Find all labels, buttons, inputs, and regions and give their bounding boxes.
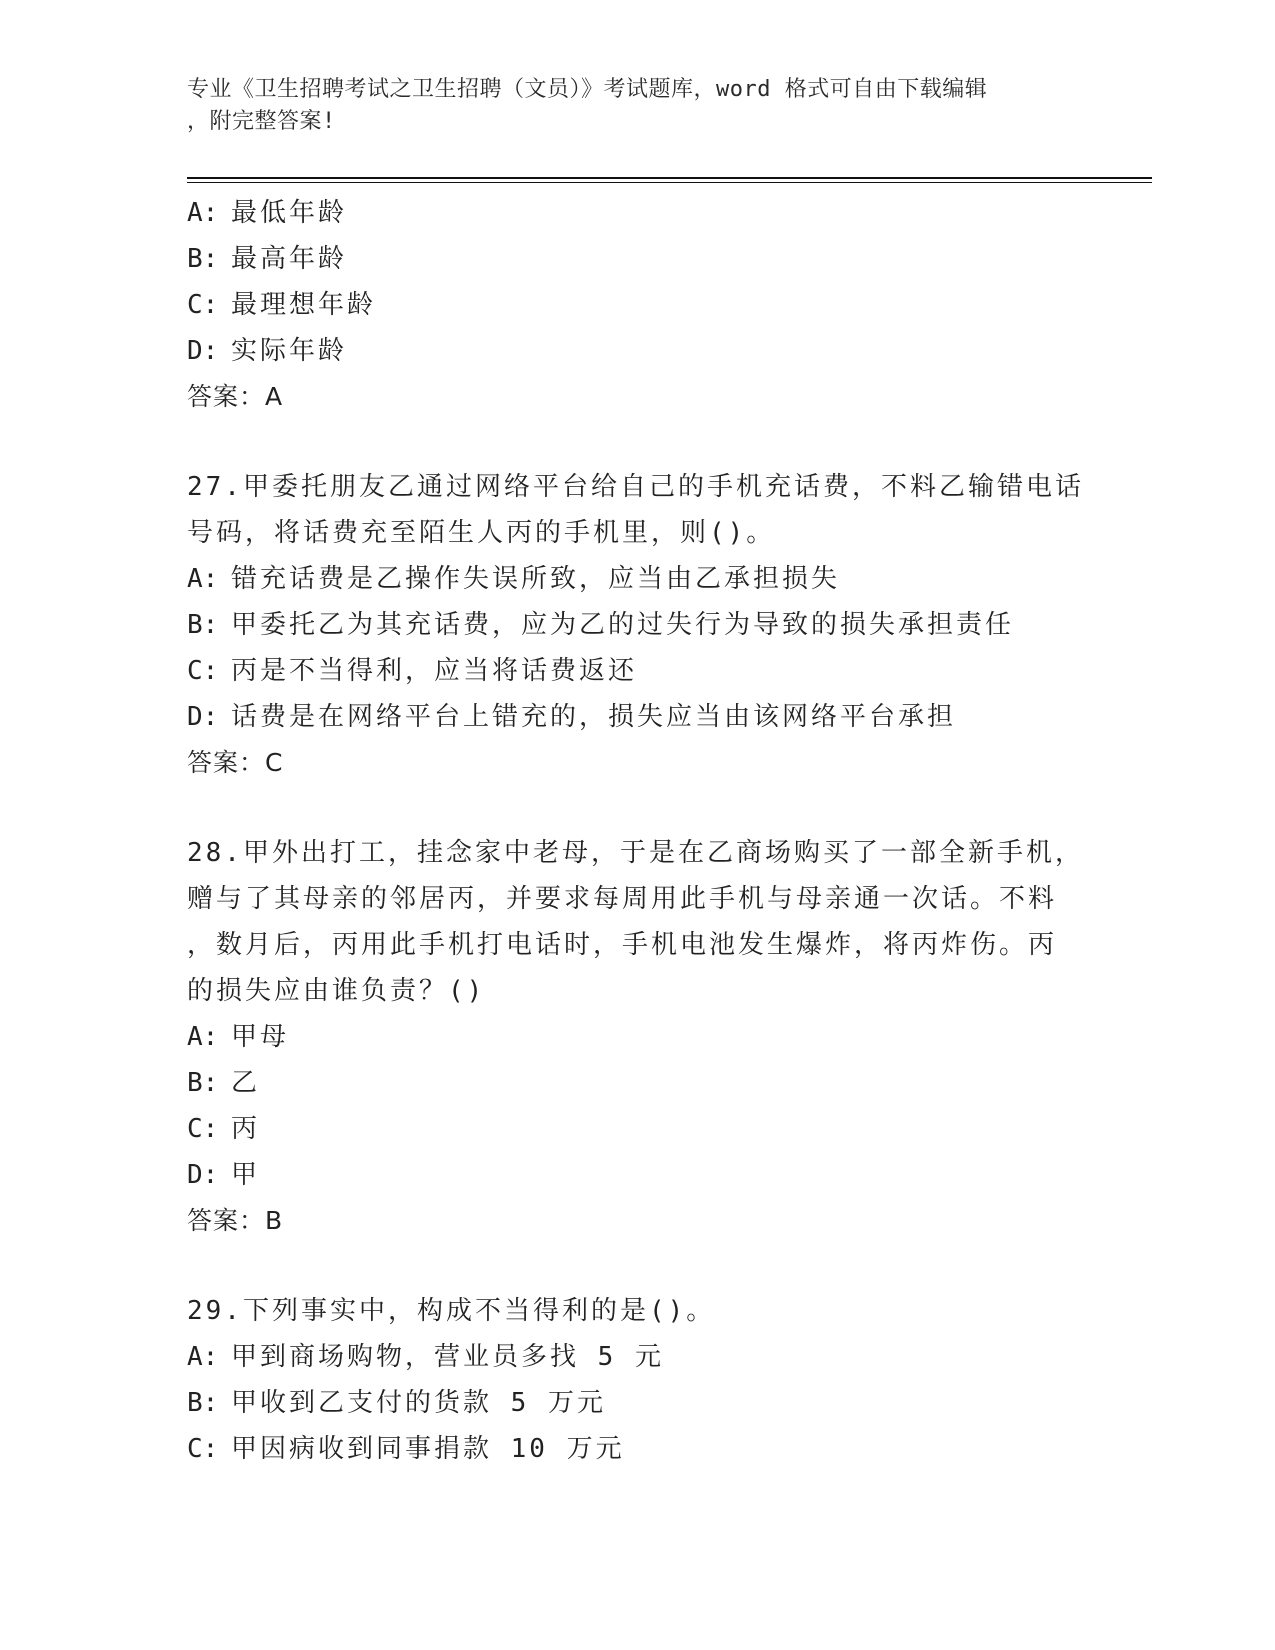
answer-line: 答案：C xyxy=(187,748,284,777)
answer-line: 答案：B xyxy=(187,1206,284,1235)
page-header xyxy=(187,74,1067,138)
option-c xyxy=(187,1426,1087,1472)
option-text: 实际年龄 xyxy=(231,336,348,366)
header-divider-thick xyxy=(187,177,1152,179)
option-letter: B: xyxy=(187,1068,219,1098)
option-d xyxy=(187,694,1087,740)
question-text-line: 27.甲委托朋友乙通过网络平台给自己的手机充话费，不料乙输错电话 xyxy=(187,472,1084,502)
option-letter: A: xyxy=(187,564,219,594)
question-spacer xyxy=(187,786,1087,830)
question-29 xyxy=(187,1288,1087,1472)
option-text: 最理想年龄 xyxy=(231,290,377,320)
header-title-line-2: ，附完整答案! xyxy=(187,109,336,134)
option-c xyxy=(187,282,1087,328)
option-letter: D: xyxy=(187,1160,219,1190)
option-c xyxy=(187,648,1087,694)
option-text: 甲因病收到同事捐款 10 万元 xyxy=(231,1434,625,1464)
option-text: 甲 xyxy=(231,1160,261,1190)
question-list xyxy=(187,190,1087,1472)
question-27 xyxy=(187,464,1087,786)
option-text: 甲委托乙为其充话费，应为乙的过失行为导致的损失承担责任 xyxy=(231,610,1015,640)
question-28 xyxy=(187,830,1087,1244)
option-text: 乙 xyxy=(231,1068,261,1098)
option-letter: B: xyxy=(187,610,219,640)
option-b xyxy=(187,1380,1087,1426)
question-text-line: 29.下列事实中，构成不当得利的是()。 xyxy=(187,1296,716,1326)
option-text: 甲到商场购物，营业员多找 5 元 xyxy=(231,1342,664,1372)
option-text: 最高年龄 xyxy=(231,244,348,274)
option-a xyxy=(187,1334,1087,1380)
option-text: 甲母 xyxy=(231,1022,290,1052)
option-text: 丙 xyxy=(231,1114,261,1144)
option-a xyxy=(187,1014,1087,1060)
option-a xyxy=(187,556,1087,602)
option-d xyxy=(187,1152,1087,1198)
option-text: 丙是不当得利，应当将话费返还 xyxy=(231,656,638,686)
question-26-continued xyxy=(187,190,1087,420)
question-spacer xyxy=(187,420,1087,464)
question-spacer xyxy=(187,1244,1087,1288)
option-letter: C: xyxy=(187,656,219,686)
question-text-line: 28.甲外出打工，挂念家中老母，于是在乙商场购买了一部全新手机， xyxy=(187,838,1084,868)
answer-line: 答案：A xyxy=(187,382,284,411)
option-text: 错充话费是乙操作失误所致，应当由乙承担损失 xyxy=(231,564,841,594)
option-letter: C: xyxy=(187,290,219,320)
option-letter: A: xyxy=(187,1022,219,1052)
question-text-line: 号码，将话费充至陌生人丙的手机里，则()。 xyxy=(187,518,776,548)
option-text: 甲收到乙支付的货款 5 万元 xyxy=(231,1388,606,1418)
option-letter: A: xyxy=(187,1342,219,1372)
header-divider-thin xyxy=(187,182,1152,183)
option-letter: C: xyxy=(187,1434,219,1464)
option-d xyxy=(187,328,1087,374)
question-text-line: ，数月后，丙用此手机打电话时，手机电池发生爆炸，将丙炸伤。丙 xyxy=(187,930,1058,960)
option-letter: C: xyxy=(187,1114,219,1144)
option-text: 话费是在网络平台上错充的，损失应当由该网络平台承担 xyxy=(231,702,957,732)
option-b xyxy=(187,1060,1087,1106)
option-a xyxy=(187,190,1087,236)
question-text-line: 赠与了其母亲的邻居丙，并要求每周用此手机与母亲通一次话。不料 xyxy=(187,884,1058,914)
option-letter: A: xyxy=(187,198,219,228)
question-text-line: 的损失应由谁负责？() xyxy=(187,976,486,1006)
option-letter: B: xyxy=(187,244,219,274)
option-b xyxy=(187,602,1087,648)
option-b xyxy=(187,236,1087,282)
option-letter: D: xyxy=(187,336,219,366)
option-c xyxy=(187,1106,1087,1152)
header-title-line-1: 专业《卫生招聘考试之卫生招聘（文员）》考试题库，word 格式可自由下载编辑 xyxy=(187,77,988,102)
option-letter: B: xyxy=(187,1388,219,1418)
option-letter: D: xyxy=(187,702,219,732)
option-text: 最低年龄 xyxy=(231,198,348,228)
